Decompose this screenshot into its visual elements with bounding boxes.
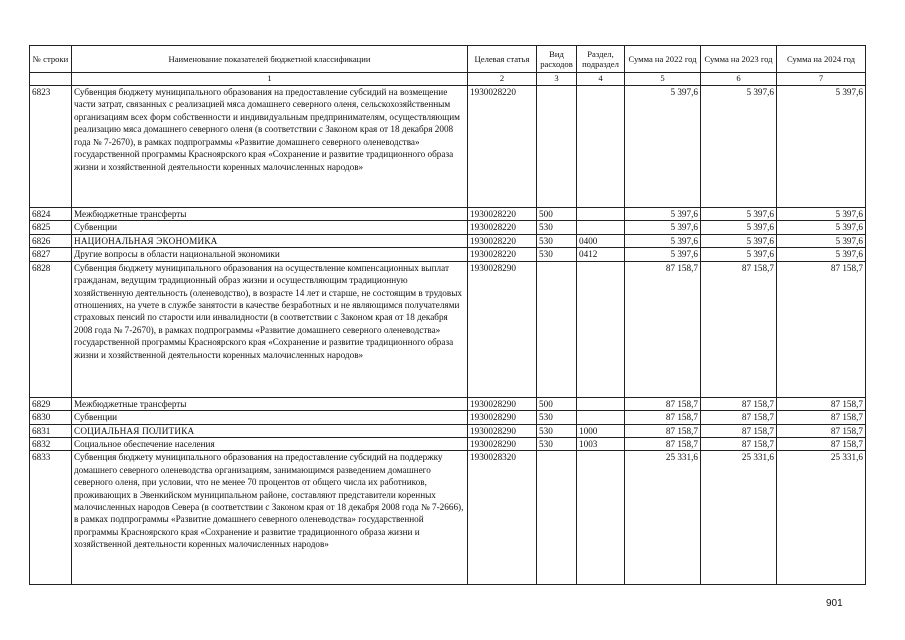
sum-2024: 87 158,7	[777, 424, 866, 437]
sum-2022: 5 397,6	[625, 86, 701, 208]
column-number-cell: 3	[537, 73, 577, 86]
sum-2022: 5 397,6	[625, 234, 701, 247]
indicator-name: Субвенция бюджету муниципального образования на предоставление субсидий на возмещение части затрат, связанных с реализацией мяса домашнего северного оленя, сельскохозяйственным организациям всех форм собственности и индивидуальным предпринимателям, осуществляющим реализацию мяса домашнего северного оленя (в соответствии с Законом края от 18 декабря 2008 года № 7-2670), в рамках подпрограммы «Развитие домашнего северного оленеводства» государственной программы Красноярского края «Сохранение и развитие традиционного образа жизни и хозяйственной деятельности коренных малочисленных народов»	[72, 86, 468, 208]
indicator-name: Межбюджетные трансферты	[72, 397, 468, 410]
section-code	[577, 411, 625, 424]
header-sum-2023: Сумма на 2023 год	[701, 46, 777, 73]
indicator-name: Субвенции	[72, 411, 468, 424]
expense-type: 500	[537, 397, 577, 410]
sum-2022: 87 158,7	[625, 437, 701, 450]
table-row	[30, 248, 866, 261]
sum-2023: 87 158,7	[701, 424, 777, 437]
page-number: 901	[826, 598, 843, 609]
indicator-name: Субвенции	[72, 221, 468, 234]
sum-2024: 5 397,6	[777, 221, 866, 234]
target-item: 1930028290	[468, 437, 537, 450]
table-row	[30, 397, 866, 410]
sum-2023: 5 397,6	[701, 248, 777, 261]
section-code: 0412	[577, 248, 625, 261]
sum-2023: 5 397,6	[701, 208, 777, 221]
row-number: 6831	[30, 424, 72, 437]
section-code: 1000	[577, 424, 625, 437]
expense-type: 530	[537, 437, 577, 450]
sum-2022: 25 331,6	[625, 451, 701, 585]
indicator-name: Социальное обеспечение населения	[72, 437, 468, 450]
header-target-item: Целевая статья	[468, 46, 537, 73]
column-number-cell: 4	[577, 73, 625, 86]
expense-type: 530	[537, 411, 577, 424]
sum-2024: 87 158,7	[777, 437, 866, 450]
target-item: 1930028220	[468, 234, 537, 247]
target-item: 1930028220	[468, 208, 537, 221]
header-expense-type: Вид расходов	[537, 46, 577, 73]
target-item: 1930028220	[468, 248, 537, 261]
header-section: Раздел, подраздел	[577, 46, 625, 73]
indicator-name: НАЦИОНАЛЬНАЯ ЭКОНОМИКА	[72, 234, 468, 247]
sum-2023: 87 158,7	[701, 437, 777, 450]
sum-2023: 5 397,6	[701, 221, 777, 234]
header-sum-2024: Сумма на 2024 год	[777, 46, 866, 73]
section-code	[577, 221, 625, 234]
sum-2024: 5 397,6	[777, 248, 866, 261]
sum-2022: 87 158,7	[625, 397, 701, 410]
target-item: 1930028290	[468, 397, 537, 410]
target-item: 1930028290	[468, 411, 537, 424]
section-code: 0400	[577, 234, 625, 247]
column-number-cell: 2	[468, 73, 537, 86]
sum-2022: 87 158,7	[625, 411, 701, 424]
target-item: 1930028290	[468, 261, 537, 397]
sum-2022: 87 158,7	[625, 261, 701, 397]
row-number: 6823	[30, 86, 72, 208]
row-number: 6824	[30, 208, 72, 221]
expense-type: 530	[537, 221, 577, 234]
table-row	[30, 221, 866, 234]
sum-2024: 87 158,7	[777, 397, 866, 410]
sum-2024: 87 158,7	[777, 411, 866, 424]
expense-type	[537, 86, 577, 208]
sum-2024: 87 158,7	[777, 261, 866, 397]
table-row	[30, 424, 866, 437]
indicator-name: Межбюджетные трансферты	[72, 208, 468, 221]
sum-2023: 87 158,7	[701, 397, 777, 410]
section-code	[577, 451, 625, 585]
expense-type	[537, 451, 577, 585]
header-sum-2022: Сумма на 2022 год	[625, 46, 701, 73]
indicator-name: СОЦИАЛЬНАЯ ПОЛИТИКА	[72, 424, 468, 437]
sum-2022: 5 397,6	[625, 221, 701, 234]
target-item: 1930028290	[468, 424, 537, 437]
row-number: 6826	[30, 234, 72, 247]
header-row-number: № строки	[30, 46, 72, 73]
sum-2024: 5 397,6	[777, 208, 866, 221]
row-number: 6828	[30, 261, 72, 397]
table-row	[30, 86, 866, 208]
section-code: 1003	[577, 437, 625, 450]
header-indicator-name: Наименование показателей бюджетной классификации	[72, 46, 468, 73]
expense-type: 530	[537, 234, 577, 247]
target-item: 1930028220	[468, 86, 537, 208]
sum-2023: 5 397,6	[701, 234, 777, 247]
budget-table	[29, 45, 866, 585]
indicator-name: Субвенция бюджету муниципального образования на предоставление субсидий на поддержку домашнего северного оленеводства организациям, занимающимся разведением домашнего северного оленя, при условии, что не менее 70 процентов от общего числа их работников, проживающих в Эвенкийском муниципальном районе, составляют представители коренных малочисленных народов Севера (в соответствии с Законом края от 18 декабря 2008 года № 7-2666), в рамках подпрограммы «Развитие домашнего северного оленеводства» государственной программы Красноярского края «Сохранение и развитие традиционного образа жизни и хозяйственной деятельности коренных малочисленных народов»	[72, 451, 468, 585]
sum-2023: 87 158,7	[701, 411, 777, 424]
expense-type: 530	[537, 248, 577, 261]
sum-2023: 5 397,6	[701, 86, 777, 208]
sum-2022: 87 158,7	[625, 424, 701, 437]
section-code	[577, 261, 625, 397]
expense-type	[537, 261, 577, 397]
sum-2022: 5 397,6	[625, 248, 701, 261]
sum-2024: 5 397,6	[777, 86, 866, 208]
table-row	[30, 208, 866, 221]
row-number: 6832	[30, 437, 72, 450]
table-row	[30, 234, 866, 247]
header-row	[30, 46, 866, 73]
indicator-name: Субвенция бюджету муниципального образования на осуществление компенсационных выплат гражданам, ведущим традиционный образ жизни и осуществляющим традиционную хозяйственную деятельность (оленеводство), в возрасте 14 лет и старше, не состоящим в трудовых отношениях, на учете в службе занятости в качестве безработных и не являющимся получателями страховых пенсий по старости или инвалидности (в соответствии с Законом края от 18 декабря 2008 года № 7-2670), в рамках подпрограммы «Развитие домашнего северного оленеводства» государственной программы Красноярского края «Сохранение и развитие традиционного образа жизни и хозяйственной деятельности коренных малочисленных народов»	[72, 261, 468, 397]
column-number-cell: 7	[777, 73, 866, 86]
table-row	[30, 411, 866, 424]
row-number: 6827	[30, 248, 72, 261]
table-row	[30, 261, 866, 397]
sum-2024: 25 331,6	[777, 451, 866, 585]
sum-2023: 87 158,7	[701, 261, 777, 397]
row-number: 6830	[30, 411, 72, 424]
row-number: 6833	[30, 451, 72, 585]
indicator-name: Другие вопросы в области национальной экономики	[72, 248, 468, 261]
target-item: 1930028220	[468, 221, 537, 234]
column-number-cell: 6	[701, 73, 777, 86]
sum-2023: 25 331,6	[701, 451, 777, 585]
section-code	[577, 86, 625, 208]
section-code	[577, 208, 625, 221]
row-number: 6829	[30, 397, 72, 410]
sum-2024: 5 397,6	[777, 234, 866, 247]
column-number-row	[30, 73, 866, 86]
column-number-cell: 1	[72, 73, 468, 86]
table-row	[30, 451, 866, 585]
column-number-cell: 5	[625, 73, 701, 86]
expense-type: 500	[537, 208, 577, 221]
column-number-cell	[30, 73, 72, 86]
section-code	[577, 397, 625, 410]
target-item: 1930028320	[468, 451, 537, 585]
row-number: 6825	[30, 221, 72, 234]
expense-type: 530	[537, 424, 577, 437]
table-row	[30, 437, 866, 450]
sum-2022: 5 397,6	[625, 208, 701, 221]
